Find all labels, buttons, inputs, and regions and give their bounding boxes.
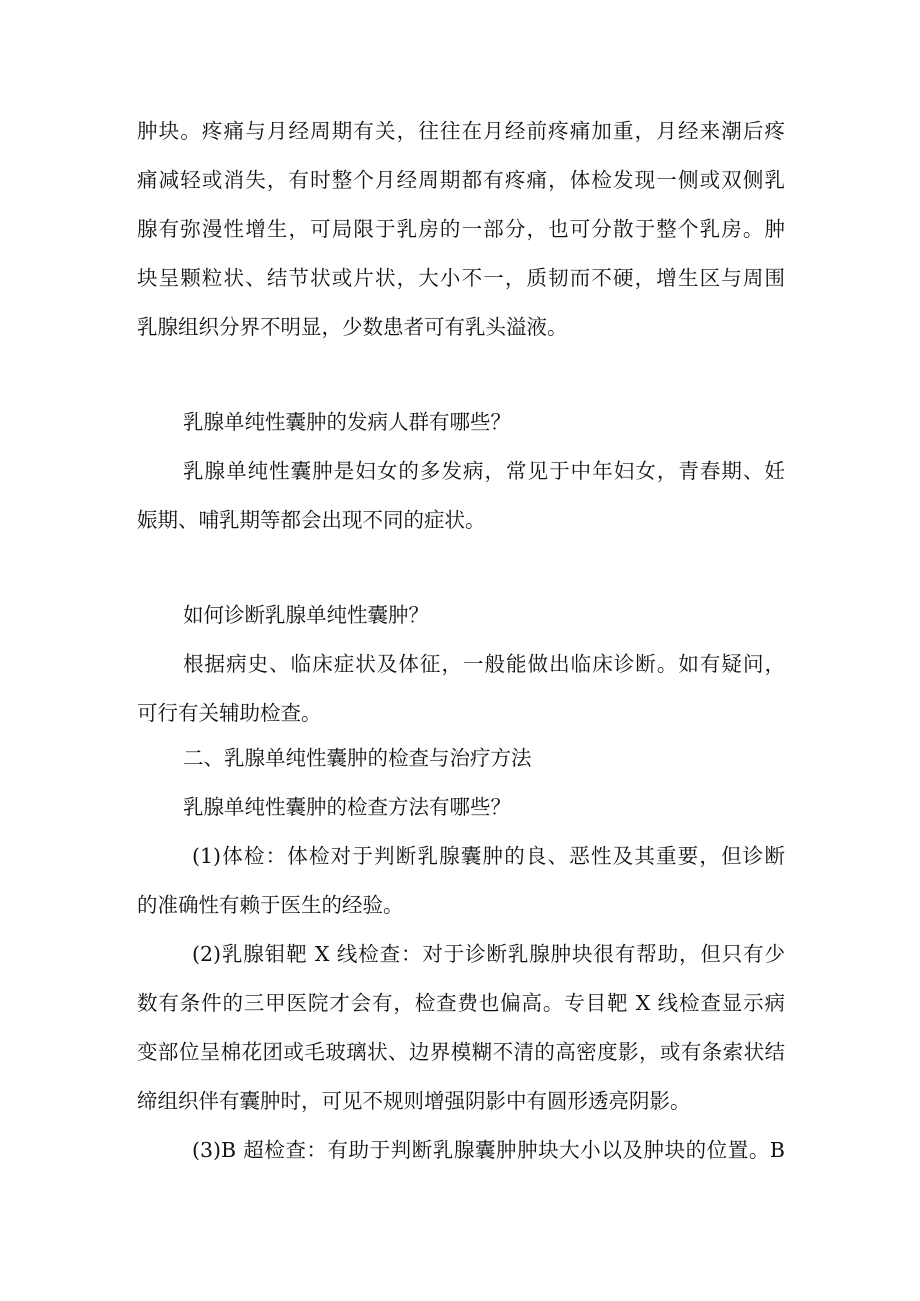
paragraph-line-15: 的准确性有赖于医生的经验。: [137, 893, 404, 917]
paragraph-line-4: 块呈颗粒状、结节状或片状，大小不一，质韧而不硬，增生区与周围: [137, 266, 785, 290]
section-heading-2: 二、乳腺单纯性囊肿的检查与治疗方法: [183, 746, 532, 770]
paragraph-line-19: 缔组织伴有囊肿时，可见不规则增强阴影中有圆形透亮阴影。: [137, 1089, 691, 1113]
paragraph-line-11: 可行有关辅助检查。: [137, 701, 322, 725]
question-heading-exams: 乳腺单纯性囊肿的检查方法有哪些？: [183, 795, 511, 819]
paragraph-line-1: 肿块。疼痛与月经周期有关，往往在月经前疼痛加重，月经来潮后疼: [137, 119, 785, 143]
paragraph-line-3: 腺有弥漫性增生，可局限于乳房的一部分，也可分散于整个乳房。肿: [137, 217, 785, 241]
paragraph-line-5: 乳腺组织分界不明显，少数患者可有乳头溢液。: [137, 315, 568, 339]
paragraph-line-10: 根据病史、临床症状及体征，一般能做出临床诊断。如有疑问，: [183, 652, 785, 676]
paragraph-line-16: (2)乳腺钼靶 X 线检查：对于诊断乳腺肿块很有帮助，但只有少: [192, 942, 785, 966]
paragraph-line-8: 娠期、哺乳期等都会出现不同的症状。: [137, 508, 486, 532]
paragraph-line-14: (1)体检：体检对于判断乳腺囊肿的良、恶性及其重要，但诊断: [192, 844, 785, 868]
paragraph-line-17: 数有条件的三甲医院才会有，检查费也偏高。专目靶 X 线检查显示病: [137, 991, 785, 1015]
paragraph-line-2: 痛减轻或消失，有时整个月经周期都有疼痛，体检发现一侧或双侧乳: [137, 168, 785, 192]
paragraph-line-20: (3)B 超检查：有助于判断乳腺囊肿肿块大小以及肿块的位置。B: [192, 1138, 785, 1162]
question-heading-diagnosis: 如何诊断乳腺单纯性囊肿？: [183, 603, 429, 627]
question-heading-population: 乳腺单纯性囊肿的发病人群有哪些？: [183, 410, 511, 434]
paragraph-line-7: 乳腺单纯性囊肿是妇女的多发病，常见于中年妇女，青春期、妊: [183, 459, 785, 483]
paragraph-line-18: 变部位呈棉花团或毛玻璃状、边界模糊不清的高密度影，或有条索状结: [137, 1040, 785, 1064]
